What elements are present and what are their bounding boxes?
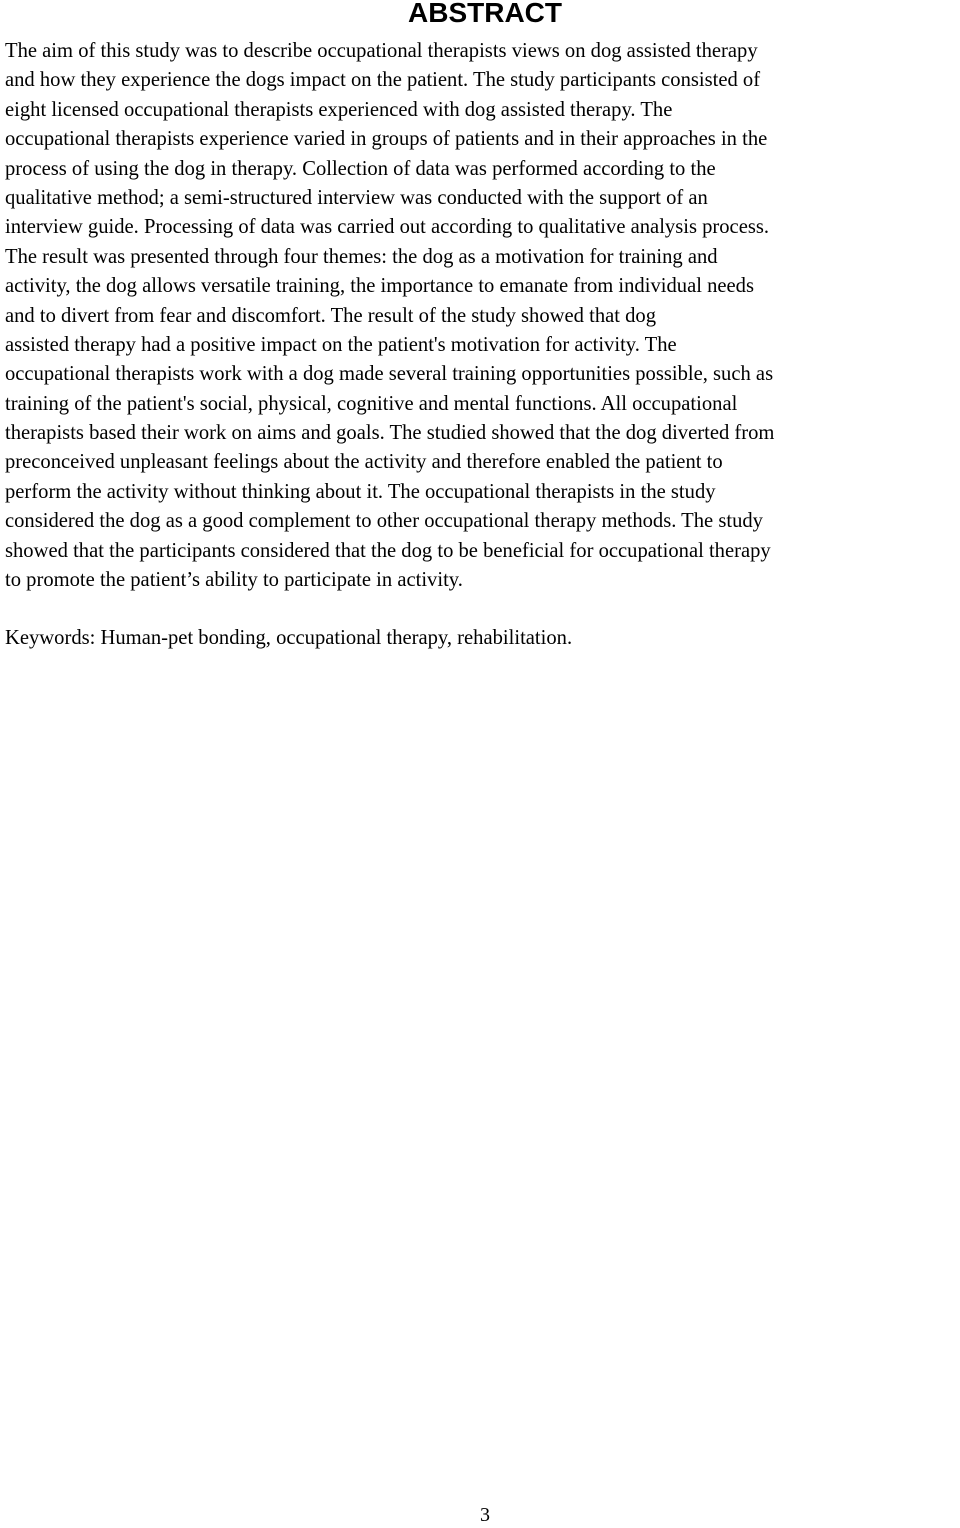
abstract-line: occupational therapists work with a dog made several training opportunities possible, such as xyxy=(5,363,774,386)
keywords: Keywords: Human-pet bonding, occupational therapy, rehabilitation. xyxy=(5,627,573,649)
abstract-line: The result was presented through four themes: the dog as a motivation for training and xyxy=(5,245,718,268)
abstract-line: showed that the participants considered that the dog to be beneficial for occupational therapy xyxy=(5,539,771,562)
abstract-line: interview guide. Processing of data was carried out according to qualitative analysis process. xyxy=(5,216,770,239)
abstract-line: therapists based their work on aims and goals. The studied showed that the dog diverted from xyxy=(5,422,775,445)
abstract-line: perform the activity without thinking about it. The occupational therapists in the study xyxy=(5,480,716,503)
abstract-paragraph xyxy=(5,37,957,595)
page-number: 3 xyxy=(480,1504,490,1526)
abstract-line: eight licensed occupational therapists experienced with dog assisted therapy. The xyxy=(5,98,673,121)
abstract-line: The aim of this study was to describe occupational therapists views on dog assisted therapy xyxy=(5,40,758,62)
abstract-line: considered the dog as a good complement to other occupational therapy methods. The study xyxy=(5,510,763,533)
abstract-line: and how they experience the dogs impact on the patient. The study participants consisted of xyxy=(5,69,761,92)
abstract-line: assisted therapy had a positive impact on the patient's motivation for activity. The xyxy=(5,333,677,356)
abstract-line: process of using the dog in therapy. Collection of data was performed according to the xyxy=(5,157,716,180)
abstract-line: and to divert from fear and discomfort. The result of the study showed that dog xyxy=(5,304,657,327)
abstract-line: preconceived unpleasant feelings about the activity and therefore enabled the patient to xyxy=(5,451,723,474)
abstract-line: to promote the patient’s ability to participate in activity. xyxy=(5,569,463,592)
abstract-line: qualitative method; a semi-structured interview was conducted with the support of an xyxy=(5,186,708,209)
abstract-heading: ABSTRACT xyxy=(408,0,562,28)
abstract-line: activity, the dog allows versatile training, the importance to emanate from individual needs xyxy=(5,275,754,298)
abstract-line: training of the patient's social, physical, cognitive and mental functions. All occupational xyxy=(5,392,738,415)
abstract-line: occupational therapists experience varied in groups of patients and in their approaches in the xyxy=(5,128,768,151)
